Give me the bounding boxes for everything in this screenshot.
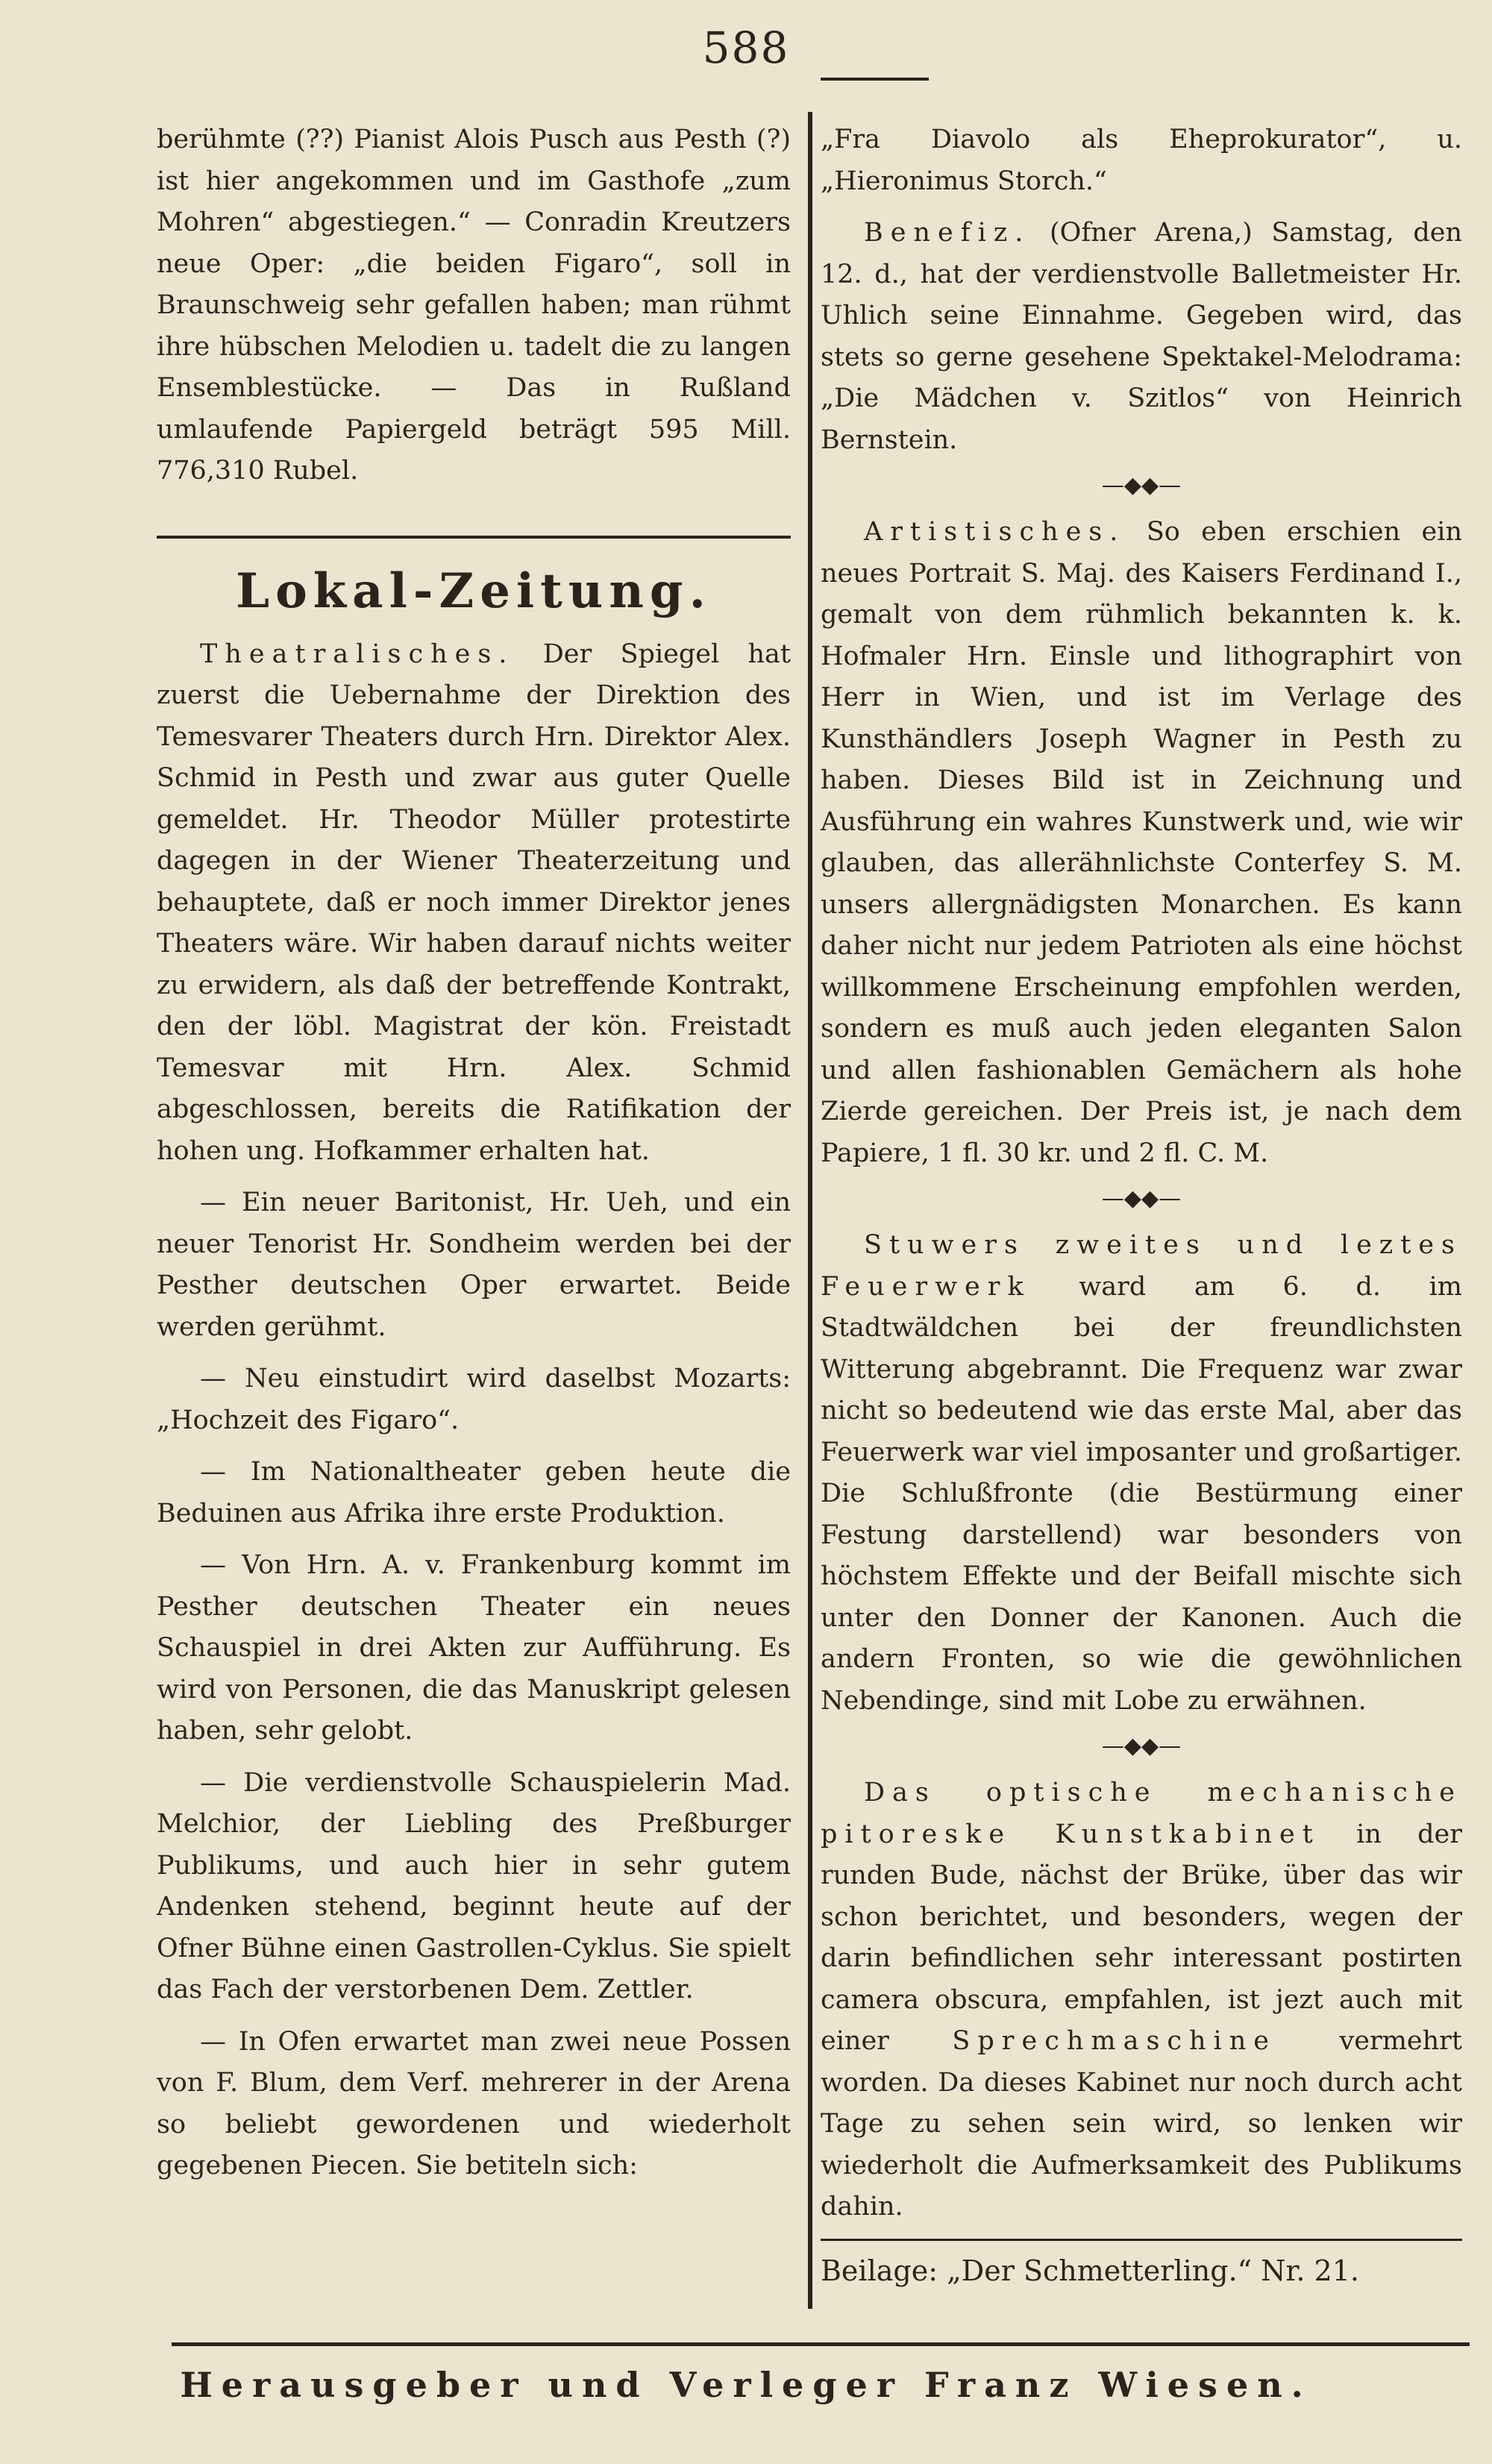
beduinen-paragraph: — Im Nationaltheater geben heute die Beduinen aus Afrika ihre erste Produktion. [157, 1457, 791, 1529]
opening-paragraph: berühmte (??) Pianist Alois Pusch aus Pesth (?) ist hier angekommen und im Gasthofe „zum Mohren“ abgestiegen.“ — Conradin Kreutzers neue Oper: „die beiden Figaro“, soll in Braunschweig sehr gefallen haben; man rühmt ihre hübschen Melodien u. tadelt die zu langen Ensemblestücke. — Das in Rußland umlaufende Papiergeld beträgt 595 Mill. 776,310 Rubel. [157, 125, 791, 486]
artistic-text: So eben erschien ein neues Portrait S. Maj. des Kaisers Ferdinand I., gemalt von dem rühmlich bekannten k. k. Hofmaler Hrn. Einsle und lithographirt von Herr in Wien, und ist im Verlage des Kunsthändlers Joseph Wagner in Pesth zu haben. Dieses Bild ist in Zeichnung und Ausführung ein wahres Kunstwerk und, wie wir glauben, das allerähnlichste Conterfey S. M. unsers allergnädigsten Monarchen. Es kann daher nicht nur jedem Patrioten als eine höchst willkommene Erscheinung empfohlen werden, sondern es muß auch jeden eleganten Salon und allen fashionablen Gemächern als hohe Zierde gereichen. Der Preis ist, je nach dem Papiere, 1 fl. 30 kr. und 2 fl. C. M. [821, 517, 1462, 1168]
artistic-lead: Artistisches. [864, 517, 1126, 547]
optical-text2: vermehrt worden. Da dieses Kabinet nur noch durch acht Tage zu sehen sein wird, so lenken wir wiederholt die Aufmerksamkeit des Publikums dahin. [821, 2026, 1462, 2222]
figaro-paragraph: — Neu einstudirt wird daselbst Mozarts: „Hochzeit des Figaro“. [157, 1364, 791, 1435]
benefit-lead: Benefiz. [864, 218, 1031, 248]
left-column [157, 119, 791, 2198]
optical-spaced: Sprechmaschine [952, 2026, 1276, 2056]
top-rule [821, 78, 929, 81]
theatrical-text: Der Spiegel hat zuerst die Uebernahme der Direktion des Temesvarer Theaters durch Hrn. Direktor Alex. Schmid in Pesth und zwar aus guter Quelle gemeldet. Hr. Theodor Müller protestirte dagegen in der Wiener Theaterzeitung und behauptete, daß er noch immer Direktor jenes Theaters wäre. Wir haben darauf nichts weiter zu erwidern, als daß der betreffende Kontrakt, den der löbl. Magistrat der kön. Freistadt Temesvar mit Hrn. Alex. Schmid abgeschlossen, bereits die Ratifikation der hohen ung. Hofkammer erhalten hat. [157, 639, 791, 1166]
section-rule [157, 536, 791, 539]
theatrical-paragraph [157, 634, 791, 1173]
fireworks-lead: Stuwers zweites und leztes Feuerwerk [821, 1230, 1462, 1302]
benefit-text: (Ofner Arena,) Samstag, den 12. d., hat der verdienstvolle Balletmeister Hr. Uhlich seine Einnahme. Gegeben wird, das stets so gerne gesehene Spektakel-Melodrama: „Die Mädchen v. Szitlos“ von Heinrich Bernstein. [821, 218, 1462, 455]
frankenburg-paragraph: — Von Hrn. A. v. Frankenburg kommt im Pesther deutschen Theater ein neues Schauspiel in drei Akten zur Aufführung. Es wird von Personen, die das Manuskript gelesen haben, sehr gelobt. [157, 1550, 791, 1746]
ofen-paragraph: — In Ofen erwartet man zwei neue Possen von F. Blum, dem Verf. mehrerer in der Arena so beliebt gewordenen und wiederholt gegebenen Piecen. Sie betiteln sich: [157, 2026, 791, 2181]
continuation-paragraph: „Fra Diavolo als Eheprokurator“, u. „Hieronimus Storch.“ [821, 125, 1462, 196]
right-column [821, 119, 1462, 2293]
theatrical-lead: Theatralisches. [200, 639, 515, 669]
ornament-divider: —◆◆— [1101, 472, 1182, 498]
baritonist-paragraph: — Ein neuer Baritonist, Hr. Ueh, und ein neuer Tenorist Hr. Sondheim werden bei der Pesther deutschen Oper erwartet. Beide werden gerühmt. [157, 1188, 791, 1342]
ornament-divider: —◆◆— [1101, 1185, 1182, 1211]
footer-rule [172, 2342, 1470, 2346]
melchior-paragraph: — Die verdienstvolle Schauspielerin Mad. Melchior, der Liebling des Preßburger Publikums, und auch hier in sehr gutem Andenken stehend, beginnt heute auf der Ofner Bühne einen Gastrollen-Cyklus. Sie spielt das Fach der verstorbenen Dem. Zettler. [157, 1767, 791, 2004]
beilage-note: Beilage: „Der Schmetterling.“ Nr. 21. [821, 2254, 1359, 2287]
page-number: 588 [702, 22, 790, 73]
column-divider [808, 112, 812, 2309]
fireworks-text: ward am 6. d. im Stadtwäldchen bei der freundlichsten Witterung abgebrannt. Die Frequenz war zwar nicht so bedeutend wie das erste Mal, aber das Feuerwerk war viel imposanter und großartiger. Die Schlußfronte (die Bestürmung einer Festung darstellend) war besonders von höchstem Effekte und der Beifall mischte sich unter den Donner der Kanonen. Auch die andern Fronten, so wie die gewöhnlichen Nebendinge, sind mit Lobe zu erwähnen. [821, 1271, 1462, 1716]
artistic-paragraph [821, 512, 1462, 1174]
section-heading: Lokal-Zeitung. [236, 562, 712, 619]
publisher-footer: Herausgeber und Verleger Franz Wiesen. [180, 2365, 1312, 2405]
ornament-divider: —◆◆— [1101, 1733, 1182, 1759]
optical-text: in der runden Bude, nächst der Brüke, über das wir schon berichtet, und besonders, wegen der darin befindlichen sehr interessant postirten camera obscura, empfahlen, ist jezt auch mit einer [821, 1819, 1462, 2056]
benefit-paragraph [821, 213, 1462, 461]
beilage-rule [821, 2239, 1462, 2241]
optical-paragraph [821, 1772, 1462, 2228]
optical-lead: Das optische mechanische pitoreske Kunstkabinet [821, 1778, 1462, 1849]
fireworks-paragraph [821, 1225, 1462, 1722]
